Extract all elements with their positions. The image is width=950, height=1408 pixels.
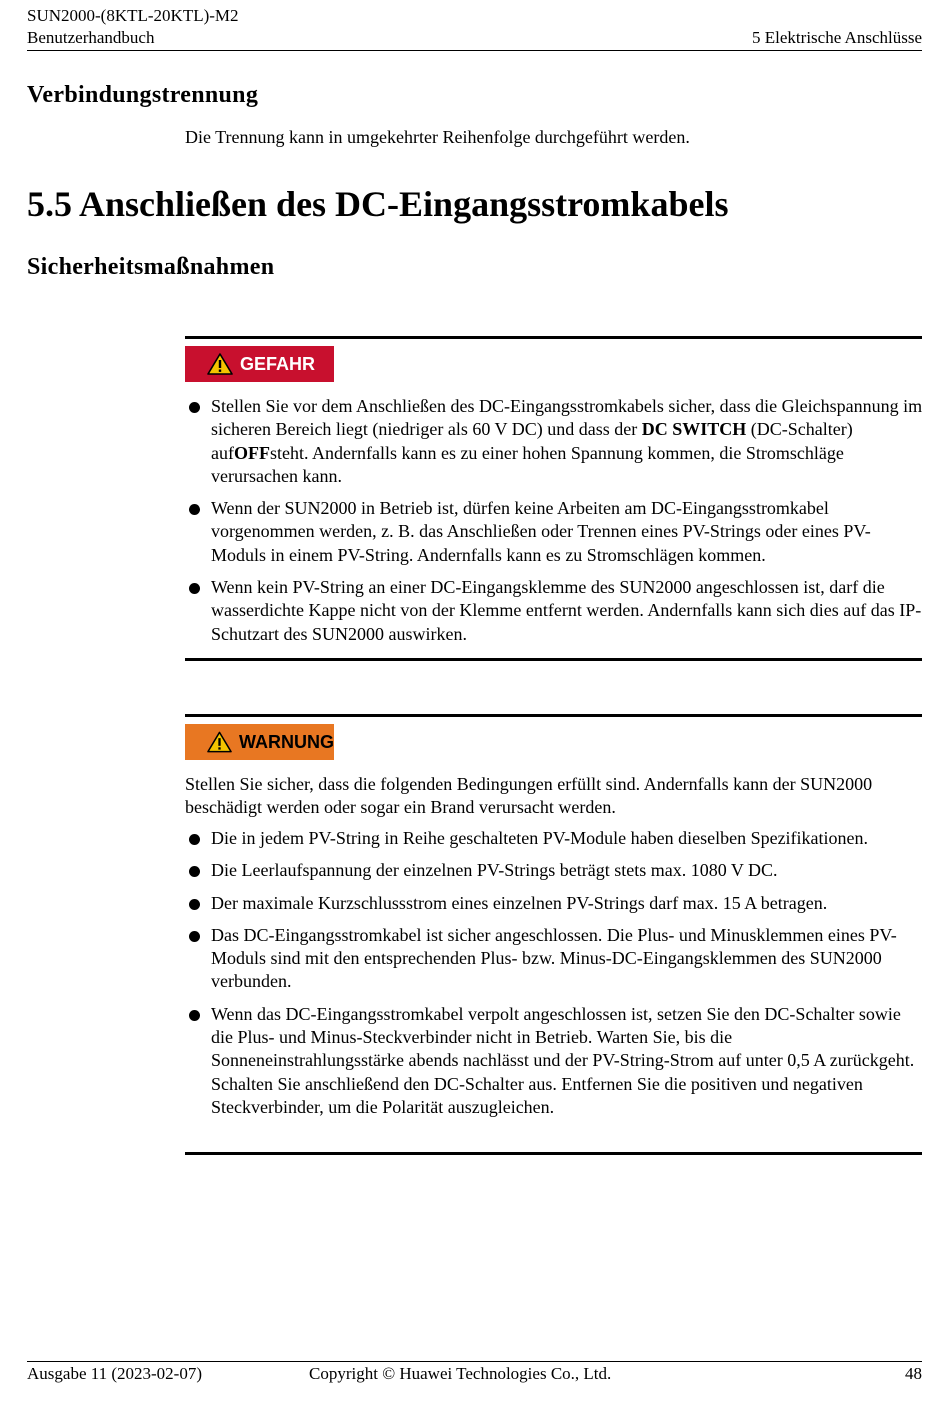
footer-page-number: 48 <box>905 1364 922 1383</box>
bullet-icon <box>189 504 200 515</box>
danger-item-2: Wenn der SUN2000 in Betrieb ist, dürfen keine Arbeiten am DC-Eingangsstromkabel vorgenommen werden, z. B. das Anschließen oder Trennen eines PV-Strings oder eines PV-Moduls in einem PV-String. Andernfalls kann es zu Stromschlägen kommen. <box>185 497 923 567</box>
danger-label: GEFAHR <box>240 353 316 374</box>
warning-bottom-rule <box>185 1152 922 1155</box>
warning-item-4: Das DC-Eingangsstromkabel ist sicher angeschlossen. Die Plus- und Minusklemmen eines PV-Moduls sind mit den entsprechenden Plus- bzw. Minus-DC-Eingangsklemmen des SUN2000 verbunden. <box>185 924 923 994</box>
footer-rule <box>27 1361 922 1362</box>
warning-item-3: Der maximale Kurzschlussstrom eines einzelnen PV-Strings darf max. 15 A betragen. <box>185 892 923 915</box>
header-rule <box>27 50 922 51</box>
bullet-icon <box>189 931 200 942</box>
header-chapter: 5 Elektrische Anschlüsse <box>752 28 922 47</box>
warning-top-rule <box>185 714 922 717</box>
warning-list <box>185 827 923 1128</box>
disconnect-heading: Verbindungstrennung <box>27 82 259 108</box>
section-title: 5.5 Anschließen des DC-Eingangsstromkabels <box>27 184 729 224</box>
danger-list <box>185 395 923 655</box>
bullet-icon <box>189 1010 200 1021</box>
header-doc-type: Benutzerhandbuch <box>27 28 155 47</box>
safety-subheading: Sicherheitsmaßnahmen <box>27 254 275 280</box>
bullet-icon <box>189 866 200 877</box>
header-product: SUN2000-(8KTL-20KTL)-M2 <box>27 6 239 25</box>
warning-item-5: Wenn das DC-Eingangsstromkabel verpolt angeschlossen ist, setzen Sie den DC-Schalter sowie die Plus- und Minus-Steckverbinder nicht in Betrieb. Warten Sie, bis die Sonneneinstrahlungsstärke abends nachlässt und der PV-String-Strom auf unter 0,5 A zurückgeht. Schalten Sie anschließend den DC-Schalter aus. Entfernen Sie die positiven und negativen Steckverbinder, um die Polarität auszugleichen. <box>185 1003 923 1119</box>
footer-copyright: Copyright © Huawei Technologies Co., Ltd. <box>309 1364 612 1383</box>
warning-badge <box>185 724 334 760</box>
danger-top-rule <box>185 336 922 339</box>
bullet-icon <box>189 899 200 910</box>
danger-badge <box>185 346 334 382</box>
warning-triangle-icon <box>207 731 232 753</box>
bullet-icon <box>189 402 200 413</box>
warning-label: WARNUNG <box>239 731 334 752</box>
warning-intro: Stellen Sie sicher, dass die folgenden Bedingungen erfüllt sind. Andernfalls kann der SUN2000 beschädigt werden oder sogar ein Brand verursacht werden. <box>185 774 873 817</box>
danger-bottom-rule <box>185 658 922 661</box>
danger-item-1: Stellen Sie vor dem Anschließen des DC-Eingangsstromkabels sicher, dass die Gleichspannung im sicheren Bereich liegt (niedriger als 60 V DC) und dass der DC SWITCH (DC-Schalter) aufOFFsteht. Andernfalls kann es zu einer hohen Spannung kommen, die Stromschläge verursachen kann. <box>185 395 923 488</box>
footer-issue: Ausgabe 11 (2023-02-07) <box>27 1364 202 1383</box>
bullet-icon <box>189 583 200 594</box>
warning-item-1: Die in jedem PV-String in Reihe geschalteten PV-Module haben dieselben Spezifikationen. <box>185 827 923 850</box>
bullet-icon <box>189 834 200 845</box>
warning-triangle-icon <box>207 353 233 375</box>
disconnect-text: Die Trennung kann in umgekehrter Reihenfolge durchgeführt werden. <box>185 127 690 147</box>
danger-item-3: Wenn kein PV-String an einer DC-Eingangsklemme des SUN2000 angeschlossen ist, darf die wasserdichte Kappe nicht von der Klemme entfernt werden. Andernfalls kann sich dies auf das IP-Schutzart des SUN2000 auswirken. <box>185 576 923 646</box>
warning-item-2: Die Leerlaufspannung der einzelnen PV-Strings beträgt stets max. 1080 V DC. <box>185 859 923 882</box>
